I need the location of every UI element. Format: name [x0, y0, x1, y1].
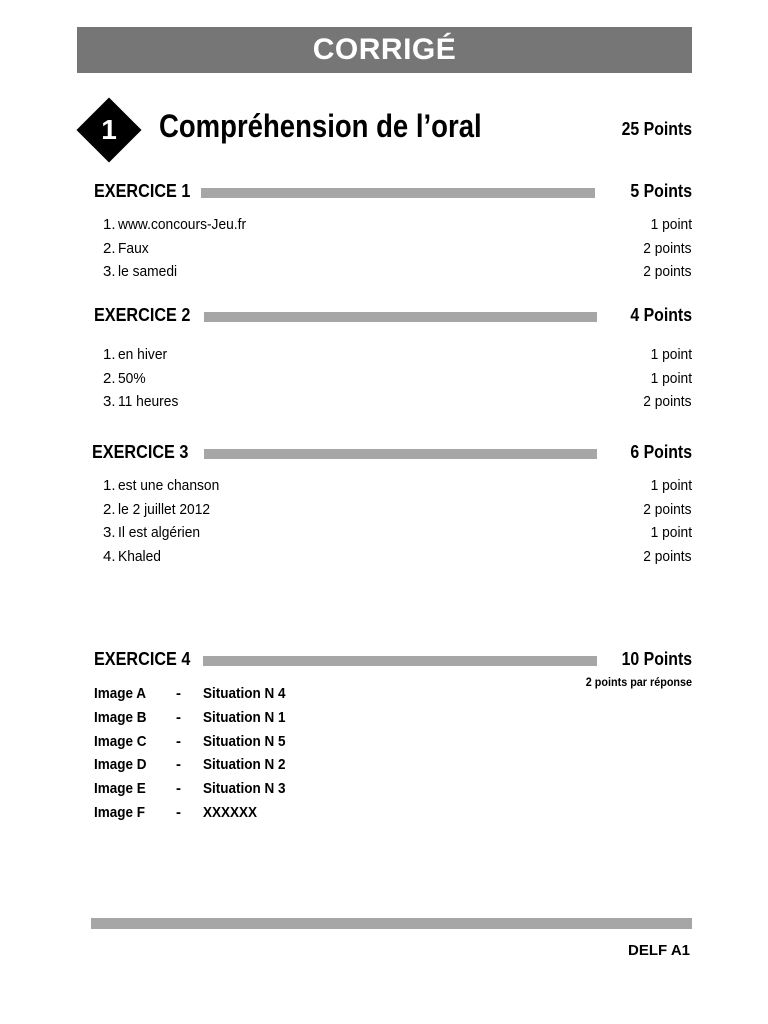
answer-text: est une chanson: [118, 477, 220, 494]
match-situation: Situation N 5: [203, 732, 286, 750]
exercise-4-header: [94, 649, 692, 689]
exercise-1-answers: [103, 216, 692, 287]
answer-number: 1.: [103, 346, 116, 363]
exercise-divider-bar: [203, 656, 597, 666]
match-dash: -: [176, 780, 181, 798]
answer-text: 50%: [118, 369, 146, 387]
answer-text: Il est algérien: [118, 524, 201, 542]
match-row: [94, 756, 394, 780]
answer-text: en hiver: [118, 346, 168, 363]
answer-points: 1 point: [650, 346, 692, 363]
match-image: Image F: [94, 803, 146, 821]
match-image: Image A: [94, 685, 147, 702]
answer-points: 2 points: [643, 263, 692, 281]
exercise-3-header: [92, 442, 692, 466]
match-row: [94, 804, 394, 828]
answer-number: 3.: [103, 263, 116, 281]
exercise-3-answers: [103, 477, 692, 572]
exercise-2-answers: [103, 346, 692, 417]
answer-text: www.concours-Jeu.fr: [118, 216, 247, 233]
exercise-title: EXERCICE 1: [94, 181, 191, 201]
exercise-divider-bar: [204, 312, 597, 322]
answer-number: 1.: [103, 477, 116, 494]
answer-points: 1 point: [650, 524, 692, 542]
match-situation: Situation N 1: [203, 708, 286, 726]
exercise-divider-bar: [204, 449, 597, 459]
page-title-banner: [77, 27, 692, 73]
answer-row: [103, 263, 692, 287]
match-situation: Situation N 2: [203, 756, 286, 774]
answer-points: 1 point: [650, 477, 692, 494]
answer-text: Faux: [118, 239, 149, 257]
answer-points: 2 points: [643, 548, 692, 566]
answer-number: 2.: [103, 239, 116, 257]
exercise-points-note: 2 points par réponse: [585, 675, 692, 689]
answer-row: [103, 240, 692, 264]
match-image: Image D: [94, 756, 147, 774]
match-dash: -: [176, 708, 181, 726]
section-points: 25 Points: [621, 119, 692, 139]
answer-points: 2 points: [643, 239, 692, 257]
footer-label: DELF A1: [628, 942, 690, 959]
answer-points: 1 point: [650, 369, 692, 387]
match-situation: Situation N 3: [203, 780, 286, 798]
answer-points: 2 points: [643, 393, 692, 411]
exercise-title: EXERCICE 4: [94, 649, 191, 669]
answer-text: le 2 juillet 2012: [118, 500, 211, 518]
match-dash: -: [176, 756, 181, 774]
exercise-2-header: [94, 305, 692, 329]
answer-row: [103, 548, 692, 572]
match-dash: -: [176, 803, 181, 821]
exercise-points: 6 Points: [630, 442, 692, 462]
answer-number: 1.: [103, 216, 116, 233]
answer-text: Khaled: [118, 548, 161, 566]
exercise-4-matches: [94, 685, 394, 828]
exercise-points: 4 Points: [630, 305, 692, 325]
section-header: [77, 98, 692, 162]
exercise-title: EXERCICE 3: [92, 442, 189, 462]
match-row: [94, 780, 394, 804]
exercise-points: 5 Points: [630, 181, 692, 201]
exercise-1-header: [94, 181, 692, 205]
exercise-divider-bar: [201, 188, 595, 198]
answer-number: 2.: [103, 369, 116, 387]
answer-number: 3.: [103, 524, 116, 542]
match-row: [94, 733, 394, 757]
answer-text: le samedi: [118, 263, 178, 281]
exercise-title: EXERCICE 2: [94, 305, 191, 325]
answer-points: 1 point: [650, 216, 692, 233]
section-number: 1: [101, 114, 117, 145]
answer-row: [103, 346, 692, 370]
answer-row: [103, 216, 692, 240]
match-dash: -: [176, 732, 181, 750]
match-situation: Situation N 4: [203, 685, 286, 702]
answer-text: 11 heures: [118, 393, 179, 411]
answer-row: [103, 370, 692, 394]
page-title: CORRIGÉ: [312, 33, 457, 66]
match-image: Image E: [94, 780, 146, 798]
answer-points: 2 points: [643, 500, 692, 518]
answer-row: [103, 501, 692, 525]
answer-row: [103, 477, 692, 501]
match-image: Image B: [94, 708, 147, 726]
exercise-points: 10 Points: [621, 649, 692, 669]
answer-row: [103, 524, 692, 548]
match-row: [94, 709, 394, 733]
answer-row: [103, 393, 692, 417]
answer-number: 4.: [103, 548, 116, 566]
match-dash: -: [176, 685, 181, 702]
section-title: Compréhension de l’oral: [159, 108, 482, 144]
answer-number: 3.: [103, 393, 116, 411]
footer-divider-bar: [91, 918, 692, 929]
answer-number: 2.: [103, 500, 116, 518]
match-image: Image C: [94, 732, 147, 750]
match-situation: XXXXXX: [203, 803, 258, 821]
match-row: [94, 685, 394, 709]
